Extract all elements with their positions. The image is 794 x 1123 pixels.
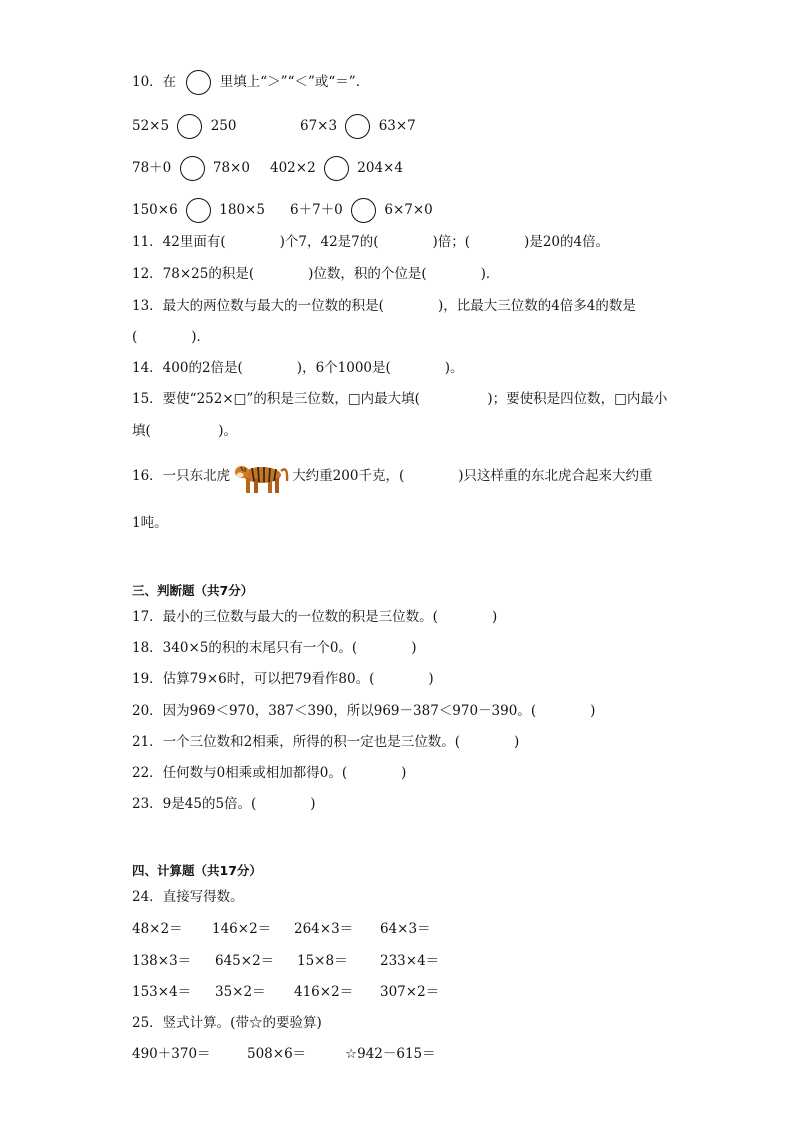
q10-left: 6＋7＋0 (290, 202, 343, 218)
question-11: 11．42里面有( )个7，42是7的( )倍；( )是20的4倍。 (132, 234, 610, 250)
judge-item: 22．任何数与0相乘或相加都得0。( ) (132, 765, 407, 781)
q10-item (270, 156, 403, 181)
q16-after: 大约重200千克，( )只这样重的东北虎合起来大约重 (292, 468, 653, 484)
calc-cell: 307×2＝ (380, 984, 440, 1000)
q10-item (132, 198, 265, 223)
answer-circle-icon[interactable] (186, 198, 211, 223)
question-15-line1: 15．要使“252×□”的积是三位数，□内最大填( )；要使积是四位数，□内最小 (132, 391, 668, 407)
section-3-heading: 三、判断题（共7分） (132, 583, 254, 598)
question-12: 12．78×25的积是( )位数，积的个位是( )． (132, 266, 500, 282)
calc-cell: 35×2＝ (215, 984, 266, 1000)
q10-left: 78＋0 (132, 160, 172, 176)
answer-circle-icon[interactable] (345, 114, 370, 139)
q10-right: 250 (210, 118, 237, 134)
q10-title (132, 70, 369, 95)
q10-suffix: 里填上“＞”“＜”或“＝”． (219, 74, 370, 90)
answer-circle-icon[interactable] (351, 198, 376, 223)
judge-item: 23．9是45的5倍。( ) (132, 796, 316, 812)
question-16-line2: 1吨。 (132, 515, 168, 531)
calc-cell: 138×3＝ (132, 953, 192, 969)
calc-cell: 146×2＝ (212, 921, 272, 937)
q10-right: 6×7×0 (384, 202, 433, 218)
question-16 (132, 454, 653, 499)
judge-item: 21．一个三位数和2相乘，所得的积一定也是三位数。( ) (132, 734, 520, 750)
judge-item: 18．340×5的积的末尾只有一个0。( ) (132, 640, 417, 656)
q10-left: 150×6 (132, 202, 178, 218)
answer-circle-icon[interactable] (186, 70, 211, 95)
calc-cell: 416×2＝ (294, 984, 354, 1000)
q10-prefix: 10．在 (132, 74, 177, 90)
question-13-line2: ( )． (132, 329, 211, 345)
q10-item (300, 114, 416, 139)
q10-right: 63×7 (378, 118, 416, 134)
calc-item: 508×6＝ (247, 1046, 307, 1062)
q10-item (132, 114, 236, 139)
judge-item: 20．因为969＜970，387＜390，所以969－387＜970－390。( ) (132, 703, 596, 719)
q10-right: 78×0 (212, 160, 250, 176)
calc-cell: 645×2＝ (215, 953, 275, 969)
calc-cell: 233×4＝ (380, 953, 440, 969)
q10-right: 180×5 (219, 202, 265, 218)
judge-item: 19．估算79×6时，可以把79看作80。( ) (132, 671, 434, 687)
calc-cell: 264×3＝ (294, 921, 354, 937)
calc-cell: 15×8＝ (297, 953, 348, 969)
question-24: 24．直接写得数。 (132, 889, 244, 905)
calc-item: ☆942－615＝ (345, 1046, 436, 1062)
calc-item: 490＋370＝ (132, 1046, 211, 1062)
judge-item: 17．最小的三位数与最大的一位数的积是三位数。( ) (132, 609, 498, 625)
q10-left: 52×5 (132, 118, 170, 134)
tiger-image (232, 455, 290, 499)
q10-left: 402×2 (270, 160, 316, 176)
answer-circle-icon[interactable] (180, 156, 205, 181)
question-25: 25．竖式计算。(带☆的要验算) (132, 1015, 322, 1031)
question-14: 14．400的2倍是( )，6个1000是( )。 (132, 360, 464, 376)
calc-cell: 153×4＝ (132, 984, 192, 1000)
q10-item (132, 156, 250, 181)
question-15-line2: 填( )。 (132, 423, 238, 439)
q10-item (290, 198, 433, 223)
answer-circle-icon[interactable] (177, 114, 202, 139)
q16-before: 16．一只东北虎 (132, 468, 231, 484)
calc-cell: 64×3＝ (380, 921, 431, 937)
answer-circle-icon[interactable] (324, 156, 349, 181)
question-13-line1: 13．最大的两位数与最大的一位数的积是( )，比最大三位数的4倍多4的数是 (132, 298, 636, 314)
calc-cell: 48×2＝ (132, 921, 183, 937)
section-4-heading: 四、计算题（共17分） (132, 863, 262, 878)
q10-right: 204×4 (357, 160, 403, 176)
q10-left: 67×3 (300, 118, 338, 134)
